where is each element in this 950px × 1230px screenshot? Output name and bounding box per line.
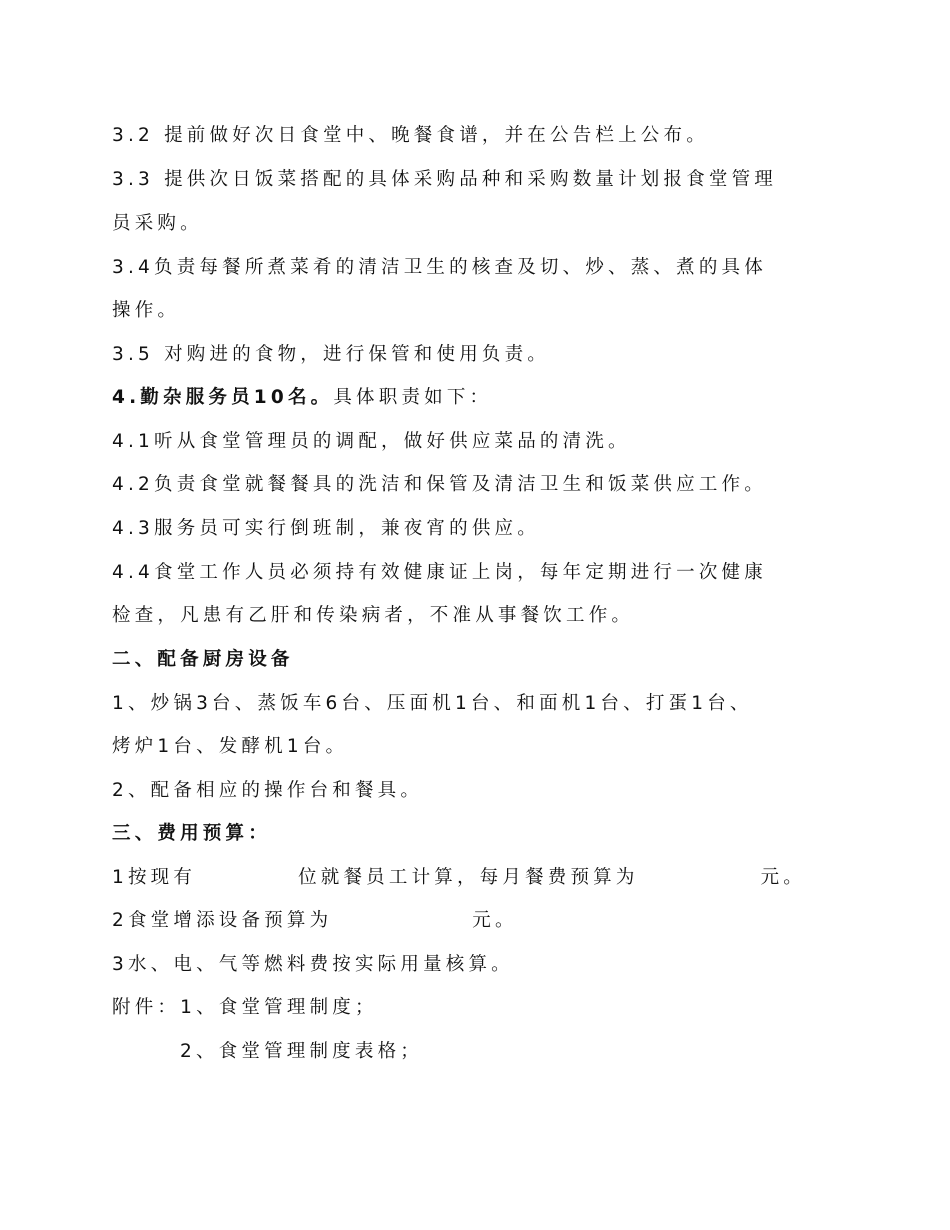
- budget-2-part-2: 元。: [472, 910, 518, 931]
- attachment-line-1: 附件：1、食堂管理制度；: [112, 997, 378, 1018]
- text-line-budget-1: [112, 866, 852, 890]
- text-line-4-4-cont: 检查，凡患有乙肝和传染病者，不准从事餐饮工作。: [112, 605, 635, 626]
- text-line-4-3: 4.3服务员可实行倒班制，兼夜宵的供应。: [112, 518, 540, 539]
- budget-1-part-1: 1按现有: [112, 867, 197, 888]
- text-line-3-3: 3.3 提供次日饭菜搭配的具体采购品种和采购数量计划报食堂管理: [112, 169, 778, 190]
- attachment-line-2: 2、食堂管理制度表格；: [180, 1041, 423, 1062]
- section-heading-4: [112, 386, 852, 410]
- text-line-budget-2: [112, 909, 852, 933]
- section-heading-4-bold: 4.勤杂服务员10名。: [112, 387, 334, 408]
- budget-1-part-2: 位就餐员工计算，每月餐费预算为: [298, 867, 639, 888]
- text-line-equipment-2: 2、配备相应的操作台和餐具。: [112, 780, 424, 801]
- text-line-4-1: 4.1听从食堂管理员的调配，做好供应菜品的清洗。: [112, 431, 631, 452]
- text-line-equipment-1: 1、炒锅3台、蒸饭车6台、压面机1台、和面机1台、打蛋1台、: [112, 693, 753, 714]
- text-line-3-2: 3.2 提前做好次日食堂中、晚餐食谱，并在公告栏上公布。: [112, 125, 709, 146]
- budget-2-part-1: 2食堂增添设备预算为: [112, 910, 333, 931]
- section-heading-2: 二、配备厨房设备: [112, 649, 294, 670]
- text-line-3-5: 3.5 对购进的食物，进行保管和使用负责。: [112, 344, 551, 365]
- text-line-4-4: 4.4食堂工作人员必须持有效健康证上岗，每年定期进行一次健康: [112, 562, 767, 583]
- section-heading-4-rest: 具体职责如下：: [333, 387, 493, 408]
- text-line-3-4-cont: 操作。: [112, 300, 181, 321]
- text-line-3-3-cont: 员采购。: [112, 213, 203, 234]
- section-heading-3: 三、费用预算：: [112, 823, 271, 844]
- text-line-budget-3: 3水、电、气等燃料费按实际用量核算。: [112, 954, 514, 975]
- text-line-3-4: 3.4负责每餐所煮菜肴的清洁卫生的核查及切、炒、蒸、煮的具体: [112, 257, 767, 278]
- budget-1-part-3: 元。: [760, 867, 806, 888]
- text-line-equipment-1-cont: 烤炉1台、发酵机1台。: [112, 736, 349, 757]
- text-line-4-2: 4.2负责食堂就餐餐具的洗洁和保管及清洁卫生和饭菜供应工作。: [112, 474, 767, 495]
